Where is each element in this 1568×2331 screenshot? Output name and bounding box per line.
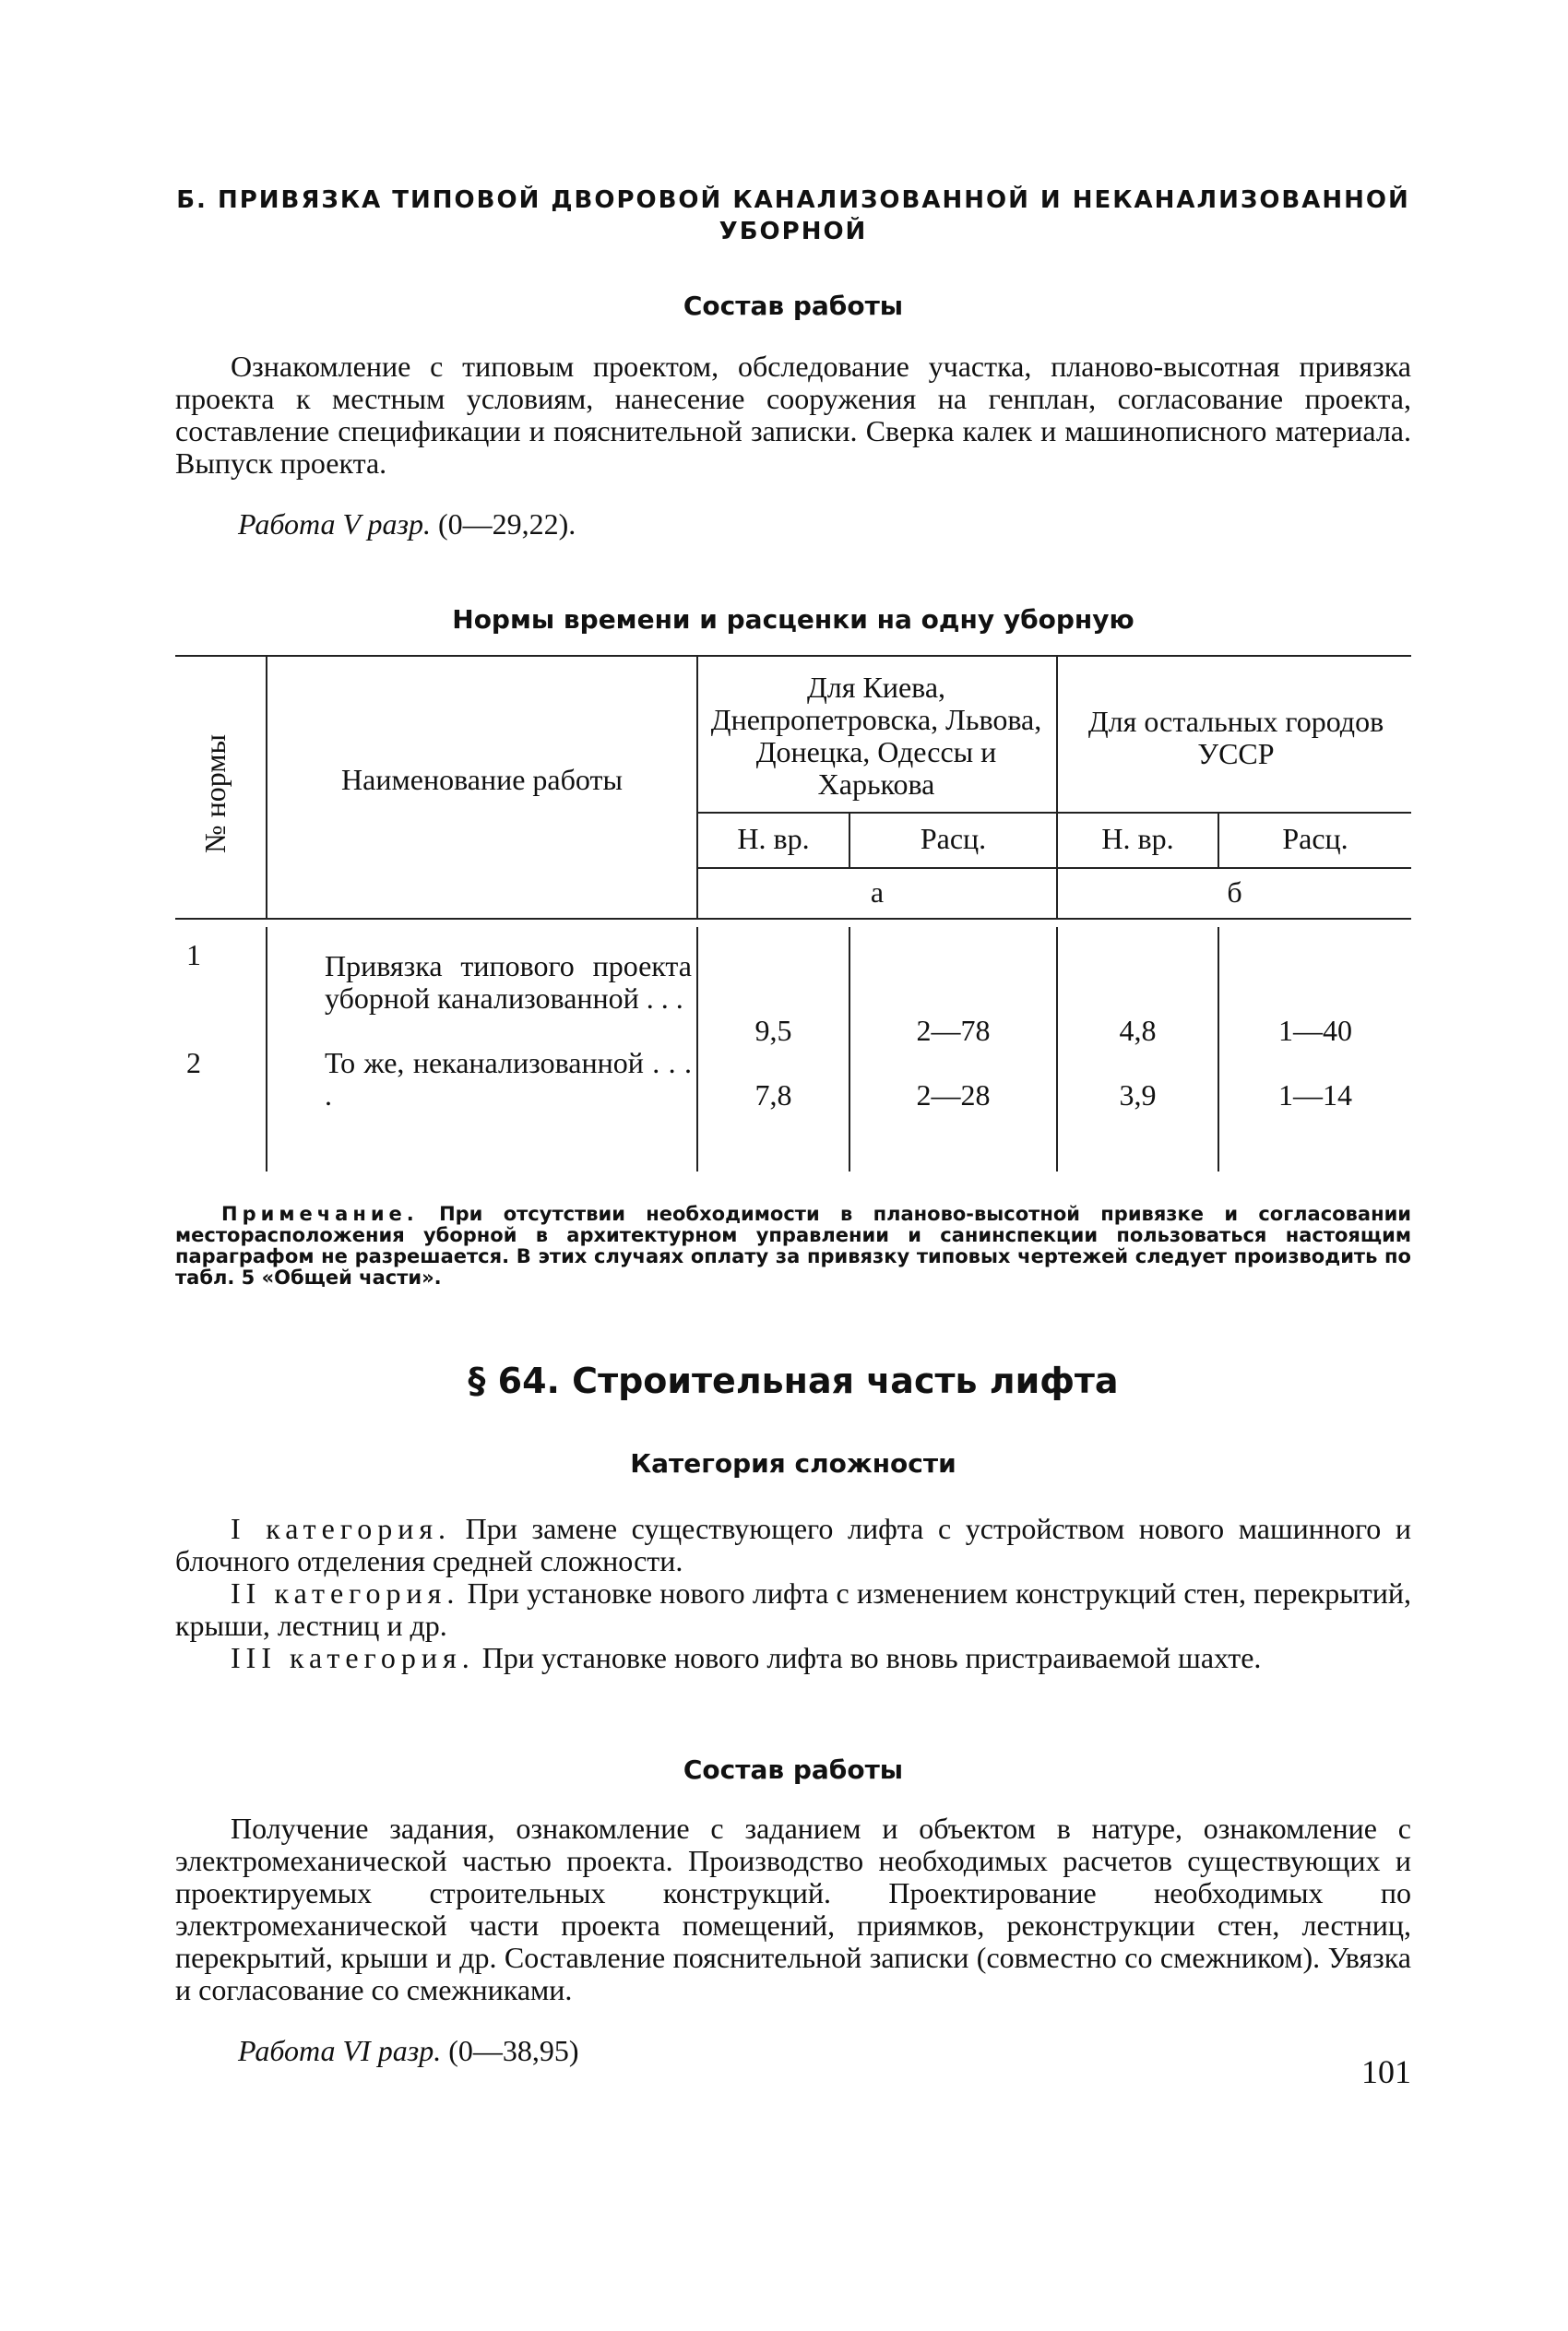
note-label: Примечание. — [221, 1203, 419, 1225]
header-b-hvr: Н. вр. — [1101, 822, 1174, 855]
category-2: II категория. При установке нового лифта с изменением конструкций стен, перекрытий, крыши, лестниц и др. — [175, 1576, 1412, 1642]
table-body-vrule-1 — [266, 927, 267, 1171]
header-work-name: Наименование работы — [341, 763, 623, 796]
table-body-vrule-4 — [1056, 927, 1058, 1171]
table-header-rule — [175, 918, 1411, 920]
category-1: I категория. При замене существующего лифта с устройством нового машинного и блочного отделения средней сложности. — [175, 1512, 1412, 1577]
composition-heading: Состав работы — [683, 291, 904, 321]
header-a-hvr: Н. вр. — [737, 822, 810, 855]
note-text: При отсутствии необходимости в планово-высотной привязке и согласовании месторасположения уборной в архитектурном управлении и санинспекции пользоваться настоящим параграфом не разрешается. В этих случаях оплату за привязку типовых чертежей следует производить по табл. 5 «Общей части». — [175, 1203, 1412, 1289]
row-2-a-hvr: 7,8 — [754, 1078, 792, 1112]
table-body-vrule-3 — [849, 927, 850, 1171]
work-grade-line — [238, 507, 576, 541]
header-group-a: Для Киева, Днепропетровска, Львова, Донецка, Одессы и Харькова — [710, 671, 1042, 801]
norms-table — [175, 655, 1411, 1171]
row-1-b-hvr: 4,8 — [1119, 1014, 1157, 1047]
row-2-a-rasc: 2—28 — [916, 1078, 991, 1112]
header-b-rasc: Расц. — [1282, 822, 1348, 855]
category-heading: Категория сложности — [630, 1448, 956, 1479]
work-grade-line-64 — [238, 2034, 579, 2068]
section-b-title: Б. ПРИВЯЗКА ТИПОВОЙ ДВОРОВОЙ КАНАЛИЗОВАННОЙ И НЕКАНАЛИЗОВАННОЙ УБОРНОЙ — [176, 186, 1410, 245]
work-grade-value-64: (0—38,95) — [448, 2034, 579, 2067]
header-norm-number: № нормы — [197, 733, 232, 853]
composition-text-64: Получение задания, ознакомление с заданием и объектом в натуре, ознакомление с электромеханической частью проекта. Производство необходимых расчетов существующих и проектируемых строительных конструкций. Проектирование необходимых по электромеханической части проекта помещений, приямков, реконструкции стен, лестниц, перекрытий, крыши и др. Составление пояснительной записки (совместно со смежником). Увязка и согласование со смежниками. — [175, 1812, 1411, 2006]
category-list — [175, 1513, 1411, 1674]
work-grade-label: Работа V разр. — [238, 507, 431, 541]
header-group-b-letter: б — [1227, 875, 1242, 909]
table-body-vrule-2 — [696, 927, 698, 1171]
row-1-b-rasc: 1—40 — [1278, 1014, 1352, 1047]
table-body-vrule-5 — [1218, 927, 1219, 1171]
table-title: Нормы времени и расценки на одну уборную — [452, 604, 1134, 635]
composition-heading-64: Состав работы — [683, 1754, 904, 1785]
row-1-name: Привязка типового проекта уборной канализованной . . . — [325, 949, 692, 1015]
row-2-b-hvr: 3,9 — [1119, 1078, 1157, 1112]
header-a-rasc: Расц. — [920, 822, 987, 855]
row-1-number: 1 — [186, 938, 201, 971]
row-2-number: 2 — [186, 1046, 201, 1079]
table-vrule-1 — [266, 657, 267, 918]
table-sub-rule — [696, 867, 1411, 869]
row-2-name: То же, неканализованной . . . . — [325, 1046, 692, 1112]
row-1-a-hvr: 9,5 — [754, 1014, 792, 1047]
category-3: III категория. При установке нового лифта во вновь пристраиваемой шахте. — [231, 1641, 1262, 1674]
table-note — [175, 1204, 1411, 1289]
header-group-b: Для остальных городов УССР — [1087, 705, 1384, 770]
table-group-rule — [696, 812, 1411, 814]
work-grade-value: (0—29,22). — [437, 507, 576, 541]
table-top-rule — [175, 655, 1411, 657]
work-grade-label-64: Работа VI разр. — [238, 2034, 442, 2067]
section-64-title: § 64. Строительная часть лифта — [468, 1361, 1119, 1401]
composition-text: Ознакомление с типовым проектом, обследование участка, планово-высотная привязка проекта к местным условиям, нанесение сооружения на генплан, согласование проекта, составление спецификации и пояснительной записки. Сверка калек и машинописного материала. Выпуск проекта. — [175, 350, 1411, 480]
page-number: 101 — [1361, 2053, 1411, 2090]
header-group-a-letter: а — [870, 875, 885, 909]
row-2-b-rasc: 1—14 — [1278, 1078, 1352, 1112]
row-1-a-rasc: 2—78 — [916, 1014, 991, 1047]
